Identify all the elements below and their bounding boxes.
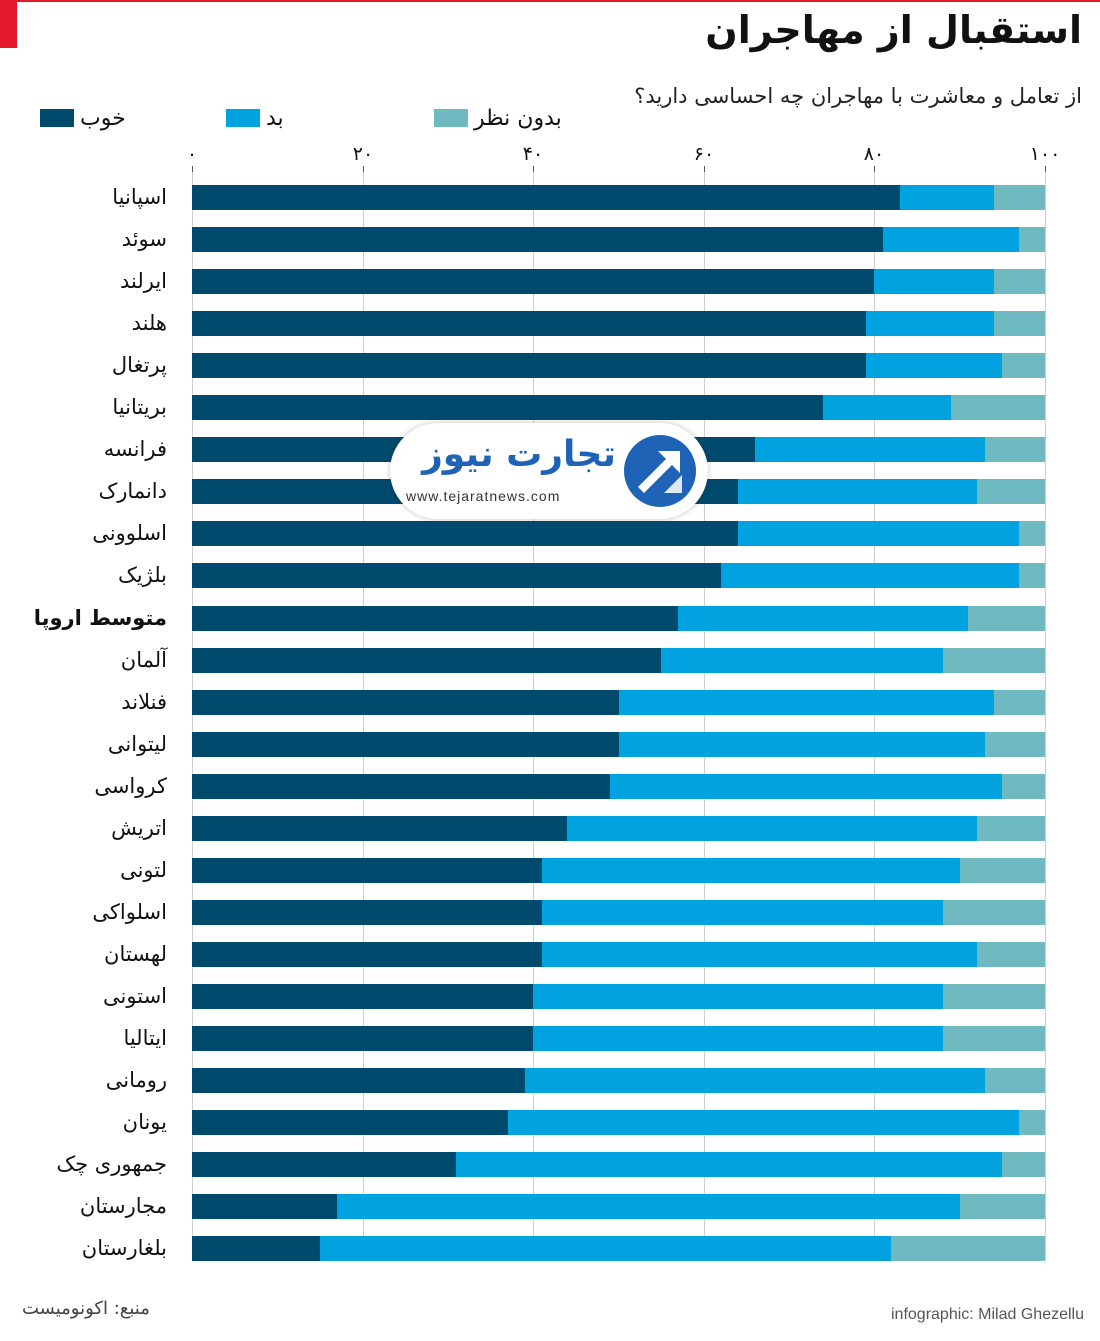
bar-segment-good	[192, 942, 542, 967]
category-label: دانمارک	[98, 479, 167, 503]
bar-row	[192, 648, 1045, 673]
axis-tick-mark	[533, 166, 534, 172]
bar-segment-no-opinion	[994, 185, 1045, 210]
axis-tick-mark	[874, 166, 875, 172]
bar-segment-no-opinion	[968, 606, 1045, 631]
category-label: متوسط اروپا	[33, 606, 167, 630]
bar-row	[192, 1194, 1045, 1219]
bar-segment-bad	[721, 563, 1020, 588]
bar-segment-no-opinion	[985, 437, 1045, 462]
bar-row	[192, 353, 1045, 378]
bar-segment-no-opinion	[985, 732, 1045, 757]
bar-segment-bad	[610, 774, 1002, 799]
bar-segment-bad	[823, 395, 951, 420]
bar-segment-bad	[661, 648, 942, 673]
category-label: اسلوونی	[92, 521, 167, 545]
legend-item-bad	[226, 104, 284, 132]
bar-segment-bad	[755, 437, 985, 462]
category-label: لتونی	[120, 858, 167, 882]
bar-segment-no-opinion	[977, 942, 1045, 967]
category-label: ایرلند	[119, 269, 167, 293]
bar-segment-good	[192, 1068, 525, 1093]
source-note: منبع: اکونومیست	[22, 1298, 150, 1319]
bar-row	[192, 1236, 1045, 1261]
bar-row	[192, 942, 1045, 967]
bar-segment-bad	[533, 1026, 942, 1051]
bar-segment-bad	[866, 311, 994, 336]
bar-segment-good	[192, 563, 721, 588]
legend-swatch-no-opinion	[434, 109, 468, 127]
category-label: جمهوری چک	[56, 1152, 167, 1176]
bar-segment-good	[192, 732, 619, 757]
bar-row	[192, 1068, 1045, 1093]
bar-segment-good	[192, 1236, 320, 1261]
bar-segment-bad	[533, 984, 942, 1009]
axis-tick-mark	[704, 166, 705, 172]
x-tick-label: ۰	[186, 143, 198, 165]
bar-segment-good	[192, 269, 874, 294]
legend-label-bad: بد	[266, 105, 284, 131]
category-label: فرانسه	[103, 437, 167, 461]
bar-segment-good	[192, 774, 610, 799]
category-label: ایتالیا	[123, 1026, 167, 1050]
bar-row	[192, 690, 1045, 715]
category-label: کرواسی	[94, 774, 167, 798]
bar-segment-bad	[738, 479, 977, 504]
bar-segment-good	[192, 690, 619, 715]
bar-segment-bad	[866, 353, 1002, 378]
bar-segment-good	[192, 1194, 337, 1219]
category-label: هلند	[131, 311, 167, 335]
bar-segment-bad	[619, 732, 986, 757]
bar-segment-no-opinion	[1002, 353, 1045, 378]
infographic-credit: infographic: Milad Ghezellu	[891, 1306, 1084, 1323]
bar-segment-good	[192, 648, 661, 673]
bar-segment-no-opinion	[1019, 1110, 1045, 1135]
bar-segment-no-opinion	[960, 858, 1045, 883]
x-tick-label: ۶۰	[693, 143, 715, 165]
bar-segment-bad	[567, 816, 976, 841]
watermark-logo	[390, 423, 708, 519]
bar-segment-bad	[619, 690, 994, 715]
bar-segment-good	[192, 353, 866, 378]
bar-segment-good	[192, 1110, 508, 1135]
bar-segment-no-opinion	[1019, 521, 1045, 546]
category-label: بریتانیا	[112, 395, 167, 419]
bar-segment-bad	[738, 521, 1019, 546]
category-label: اسلواکی	[92, 900, 167, 924]
bar-row	[192, 984, 1045, 1009]
bar-segment-bad	[678, 606, 968, 631]
bar-row	[192, 816, 1045, 841]
bar-row	[192, 732, 1045, 757]
bar-segment-bad	[874, 269, 993, 294]
bar-row	[192, 858, 1045, 883]
bar-segment-bad	[337, 1194, 960, 1219]
category-label: مجارستان	[79, 1194, 167, 1218]
legend-item-no-opinion	[434, 104, 562, 132]
bar-segment-no-opinion	[943, 984, 1045, 1009]
bar-segment-no-opinion	[943, 900, 1045, 925]
bar-row	[192, 227, 1045, 252]
bar-segment-no-opinion	[1019, 227, 1045, 252]
category-label: لیتوانی	[107, 732, 167, 756]
category-label: لهستان	[104, 942, 167, 966]
bar-segment-good	[192, 858, 542, 883]
bar-row	[192, 1026, 1045, 1051]
category-label: آلمان	[120, 648, 167, 672]
bar-row	[192, 269, 1045, 294]
top-accent-line	[0, 0, 1100, 2]
bar-segment-no-opinion	[943, 648, 1045, 673]
bar-segment-no-opinion	[943, 1026, 1045, 1051]
bar-row	[192, 521, 1045, 546]
bar-row	[192, 606, 1045, 631]
logo-arrow-icon	[624, 435, 696, 507]
category-label: استونی	[103, 984, 167, 1008]
bar-segment-no-opinion	[994, 311, 1045, 336]
bar-row	[192, 185, 1045, 210]
bar-segment-no-opinion	[1002, 774, 1045, 799]
category-label: رومانی	[105, 1068, 167, 1092]
bar-segment-no-opinion	[994, 269, 1045, 294]
bar-segment-no-opinion	[960, 1194, 1045, 1219]
bar-segment-good	[192, 227, 883, 252]
x-tick-label: ۱۰۰	[1029, 143, 1061, 165]
bar-segment-no-opinion	[985, 1068, 1045, 1093]
bar-row	[192, 1110, 1045, 1135]
category-label: پرتغال	[111, 353, 167, 377]
category-label: یونان	[122, 1110, 167, 1134]
bar-row	[192, 774, 1045, 799]
bar-segment-good	[192, 900, 542, 925]
bar-segment-good	[192, 1152, 456, 1177]
x-tick-label: ۴۰	[522, 143, 544, 165]
bar-segment-good	[192, 606, 678, 631]
category-label: سوئد	[121, 227, 167, 251]
bar-segment-bad	[900, 185, 994, 210]
axis-tick-mark	[192, 166, 193, 172]
bar-segment-no-opinion	[1002, 1152, 1045, 1177]
bar-segment-bad	[508, 1110, 1020, 1135]
bar-segment-good	[192, 185, 900, 210]
bar-segment-no-opinion	[951, 395, 1045, 420]
bar-segment-good	[192, 816, 567, 841]
bar-segment-no-opinion	[977, 479, 1045, 504]
bar-segment-bad	[320, 1236, 892, 1261]
bar-segment-bad	[883, 227, 1019, 252]
bar-segment-no-opinion	[891, 1236, 1045, 1261]
bar-segment-good	[192, 1026, 533, 1051]
bar-segment-good	[192, 395, 823, 420]
page-subtitle: از تعامل و معاشرت با مهاجران چه احساسی دارید؟	[634, 84, 1082, 108]
bar-segment-bad	[456, 1152, 1002, 1177]
category-label: بلژیک	[117, 563, 167, 587]
brand-red-marker	[0, 0, 17, 48]
legend-swatch-good	[40, 109, 74, 127]
bar-segment-good	[192, 984, 533, 1009]
axis-tick-mark	[1045, 166, 1046, 172]
bar-segment-no-opinion	[1019, 563, 1045, 588]
x-tick-label: ۸۰	[863, 143, 885, 165]
bar-row	[192, 563, 1045, 588]
bar-row	[192, 311, 1045, 336]
bar-segment-good	[192, 521, 738, 546]
bar-segment-no-opinion	[994, 690, 1045, 715]
watermark-url: www.tejaratnews.com	[406, 488, 561, 504]
legend-label-good: خوب	[80, 105, 126, 131]
bar-row	[192, 395, 1045, 420]
category-label: اسپانیا	[112, 185, 167, 209]
bar-row	[192, 900, 1045, 925]
legend-swatch-bad	[226, 109, 260, 127]
bar-segment-bad	[542, 900, 943, 925]
page-title: استقبال از مهاجران	[705, 8, 1082, 52]
bar-row	[192, 1152, 1045, 1177]
category-label: اتریش	[111, 816, 167, 840]
legend-label-no-opinion: بدون نظر	[474, 105, 562, 131]
category-label: فنلاند	[121, 690, 167, 714]
bar-segment-bad	[542, 858, 960, 883]
bar-segment-good	[192, 311, 866, 336]
bar-segment-bad	[525, 1068, 986, 1093]
category-label: بلغارستان	[81, 1236, 167, 1260]
watermark-name: تجارت نیوز	[422, 434, 616, 475]
legend-item-good	[40, 104, 126, 132]
x-tick-label: ۲۰	[352, 143, 374, 165]
bar-segment-no-opinion	[977, 816, 1045, 841]
gridline	[1045, 170, 1046, 1260]
bar-segment-bad	[542, 942, 977, 967]
axis-tick-mark	[363, 166, 364, 172]
